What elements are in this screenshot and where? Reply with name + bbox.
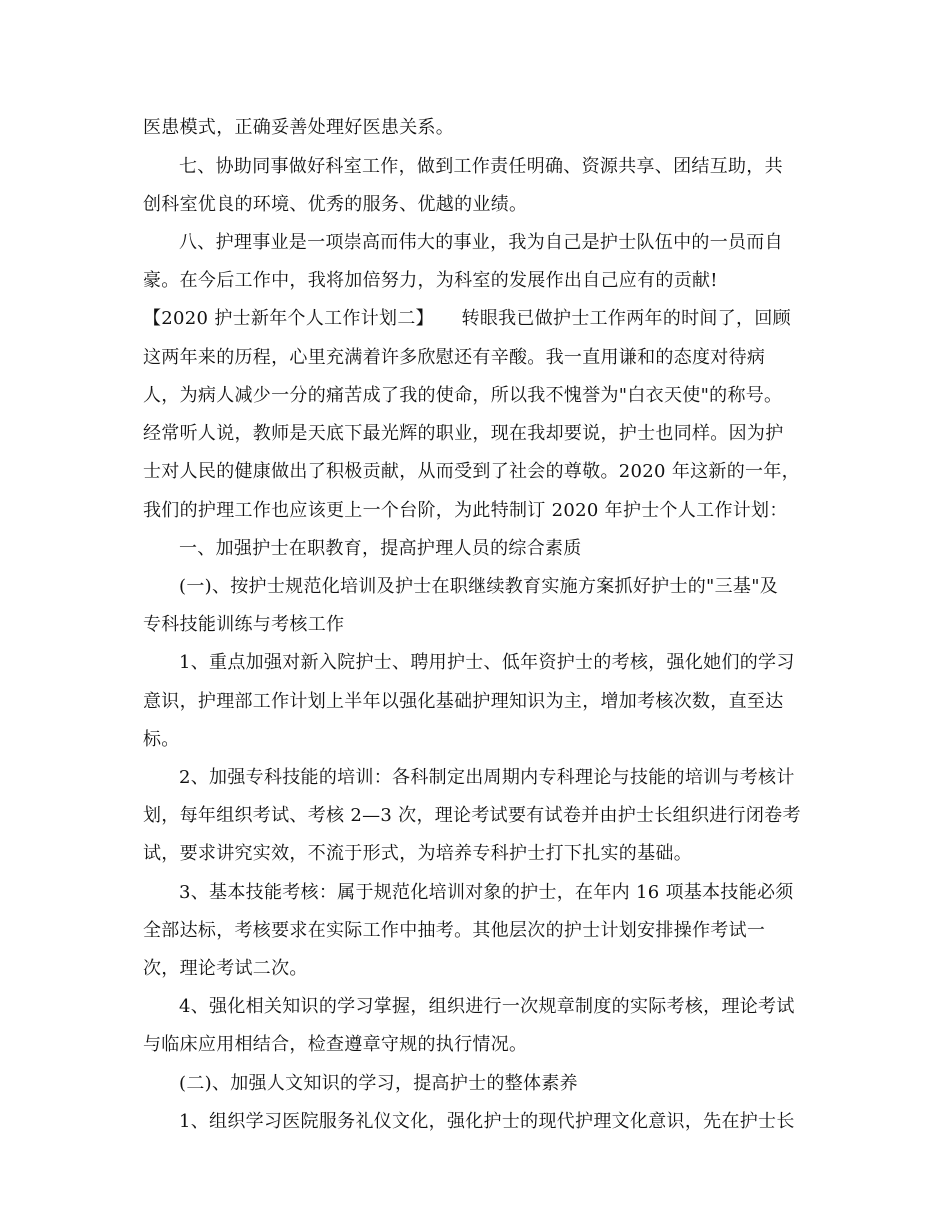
text-line: 豪。在今后工作中，我将加倍努力，为科室的发展作出自己应有的贡献!: [143, 270, 718, 291]
text-line: 试，要求讲究实效，不流于形式，为培养专科护士打下扎实的基础。: [143, 843, 692, 864]
text-line: 七、协助同事做好科室工作，做到工作责任明确、资源共享、团结互助，共: [179, 156, 783, 177]
text-line: 标。: [143, 729, 180, 750]
text-line: 与临床应用相结合，检查遵章守规的执行情况。: [143, 1034, 528, 1055]
text-line: (一)、按护士规范化培训及护士在职继续教育实施方案抓好护士的"三基"及: [179, 576, 779, 597]
text-line: 意识，护理部工作计划上半年以强化基础护理知识为主，增加考核次数，直至达: [143, 691, 784, 712]
text-line: 全部达标，考核要求在实际工作中抽考。其他层次的护士计划安排操作考试一: [143, 920, 766, 941]
text-line: 八、护理事业是一项崇高而伟大的事业，我为自己是护士队伍中的一员而自: [179, 232, 783, 253]
text-line: 经常听人说，教师是天底下最光辉的职业，现在我却要说，护士也同样。因为护: [143, 423, 784, 444]
text-line: 3、基本技能考核：属于规范化培训对象的护士，在年内 16 项基本技能必须: [179, 882, 794, 903]
text-line: 医患模式，正确妥善处理好医患关系。: [143, 117, 455, 138]
text-line: 一、加强护士在职教育，提高护理人员的综合素质: [179, 538, 582, 559]
text-line: (二)、加强人文知识的学习，提高护士的整体素养: [179, 1073, 578, 1094]
text-line: 划，每年组织考试、考核 2—3 次，理论考试要有试卷并由护士长组织进行闭卷考: [143, 805, 801, 826]
text-line: 士对人民的健康做出了积极贡献，从而受到了社会的尊敬。2020 年这新的一年，: [143, 461, 800, 482]
text-line: 专科技能训练与考核工作: [143, 614, 345, 635]
text-line: 创科室优良的环境、优秀的服务、优越的业绩。: [143, 194, 528, 215]
text-line: 这两年来的历程，心里充满着许多欣慰还有辛酸。我一直用谦和的态度对待病: [143, 347, 766, 368]
text-line: 人，为病人减少一分的痛苦成了我的使命，所以我不愧誉为"白衣天使"的称号。: [143, 385, 783, 406]
text-line: 我们的护理工作也应该更上一个台阶，为此特制订 2020 年护士个人工作计划：: [143, 500, 788, 521]
text-line: 2、加强专科技能的培训：各科制定出周期内专科理论与技能的培训与考核计: [179, 767, 795, 788]
text-line: 1、组织学习医院服务礼仪文化，强化护士的现代护理文化意识，先在护士长: [179, 1111, 795, 1132]
text-line: 【2020 护士新年个人工作计划二】 转眼我已做护士工作两年的时间了，回顾: [143, 308, 791, 329]
text-line: 4、强化相关知识的学习掌握，组织进行一次规章制度的实际考核，理论考试: [179, 996, 795, 1017]
text-line: 1、重点加强对新入院护士、聘用护士、低年资护士的考核，强化她们的学习: [179, 652, 795, 673]
text-line: 次，理论考试二次。: [143, 958, 308, 979]
